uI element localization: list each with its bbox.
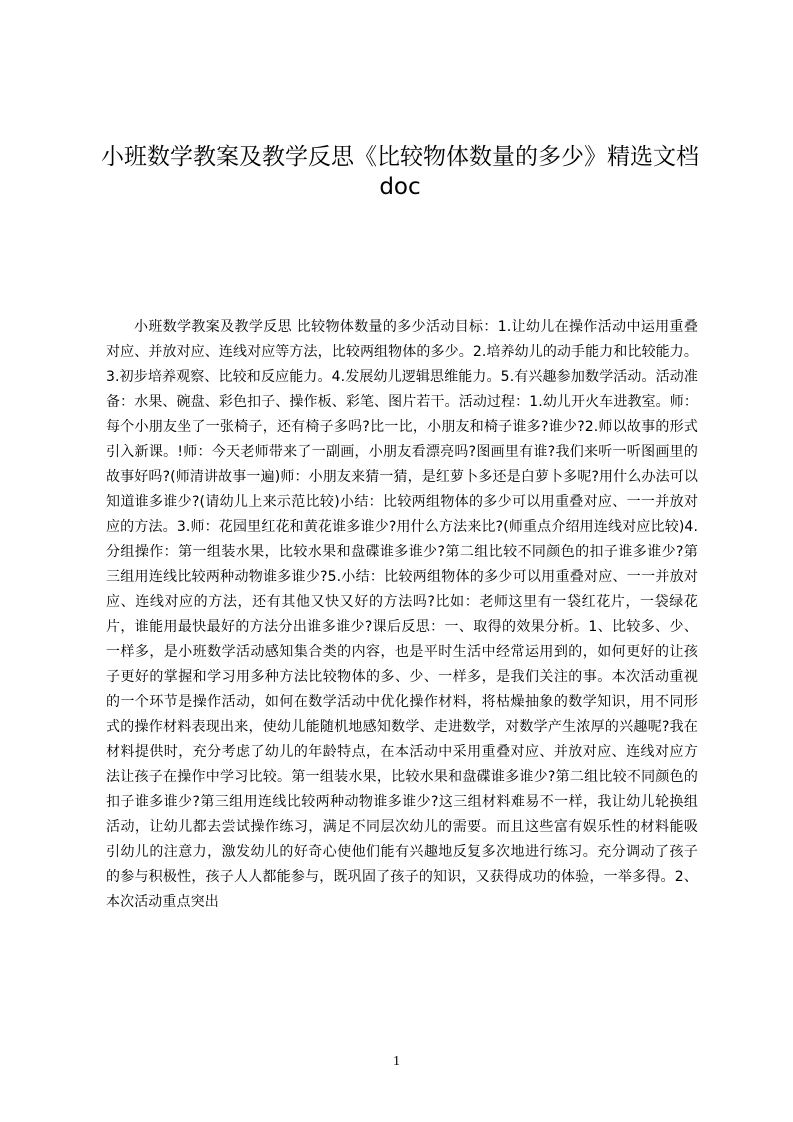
- document-title: 小班数学教案及教学反思《比较物体数量的多少》精选文档doc: [101, 144, 699, 200]
- document-body-paragraph: 小班数学教案及教学反思 比较物体数量的多少活动目标：1.让幼儿在操作活动中运用重叠对应、并放对应、连线对应等方法，比较两组物体的多少。2.培养幼儿的动手能力和比较能力。3.初步培养观察、比较和反应能力。4.发展幼儿逻辑思维能力。5.有兴趣参加数学活动。活动准备：水果、碗盘、彩色扣子、操作板、彩笔、图片若干。活动过程：1.幼儿开火车进教室。师：每个小朋友坐了一张椅子，还有椅子多吗?比一比，小朋友和椅子谁多?谁少?2.师以故事的形式引入新课。!师：今天老师带来了一副画，小朋友看漂亮吗?图画里有谁?我们来听一听图画里的故事好吗?(师清讲故事一遍)师：小朋友来猜一猜，是红萝卜多还是白萝卜多呢?用什么办法可以知道谁多谁少?(请幼儿上来示范比较)小结：比较两组物体的多少可以用重叠对应、一一并放对应的方法。3.师：花园里红花和黄花谁多谁少?用什么方法来比?(师重点介绍用连线对应比较)4.分组操作：第一组装水果，比较水果和盘碟谁多谁少?第二组比较不同颜色的扣子谁多谁少?第三组用连线比较两种动物谁多谁少?5.小结：比较两组物体的多少可以用重叠对应、一一并放对应、连线对应的方法，还有其他又快又好的方法吗?比如：老师这里有一袋红花片，一袋绿花片，谁能用最快最好的方法分出谁多谁少?课后反思：一、取得的效果分析。1、比较多、少、一样多，是小班数学活动感知集合类的内容，也是平时生活中经常运用到的，如何更好的让孩子更好的掌握和学习用多种方法比较物体的多、少、一样多，是我们关注的事。本次活动重视的一个环节是操作活动，如何在数学活动中优化操作材料，将枯燥抽象的数学知识，用不同形式的操作材料表现出来，使幼儿能随机地感知数学、走进数学，对数学产生浓厚的兴趣呢?我在材料提供时，充分考虑了幼儿的年龄特点，在本活动中采用重叠对应、并放对应、连线对应方法让孩子在操作中学习比较。第一组装水果，比较水果和盘碟谁多谁少?第二组比较不同颜色的扣子谁多谁少?第三组用连线比较两种动物谁多谁少?这三组材料难易不一样，我让幼儿轮换组活动，让幼儿都去尝试操作练习，满足不同层次幼儿的需要。而且这些富有娱乐性的材料能吸引幼儿的注意力，激发幼儿的好奇心使他们能有兴趣地反复多次地进行练习。充分调动了孩子的参与积极性，孩子人人都能参与，既巩固了孩子的知识，又获得成功的体验，一举多得。2、本次活动重点突出: [106, 319, 698, 910]
- page-number: 1: [393, 1054, 400, 1069]
